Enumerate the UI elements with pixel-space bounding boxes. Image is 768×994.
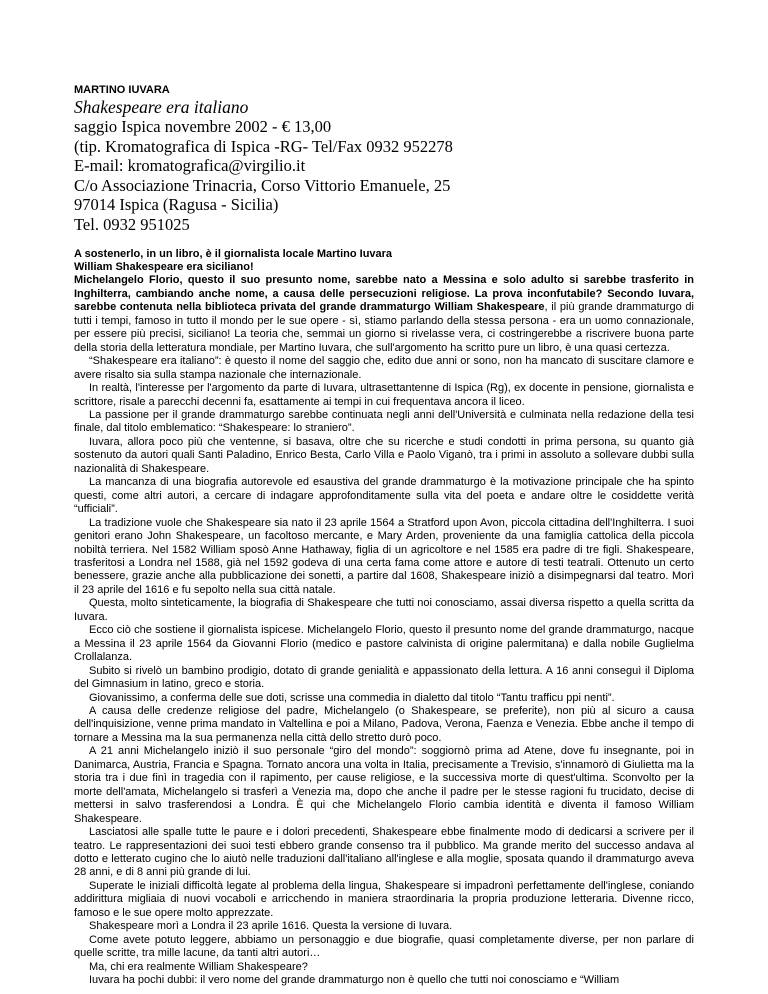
section-gap [74,235,694,248]
bib-line: C/o Associazione Trinacria, Corso Vittorio Emanuele, 25 [74,175,451,195]
paragraph: Lasciatosi alle spalle tutte le paure e i dolori precedenti, Shakespeare ebbe finalmente modo di dedicarsi a scrivere per il teatro. Le rappresentazioni dei suoi testi ebbero grande consenso tra il pubblico. Ma grande merito del successo andava al dotto e letterato cugino che lo aiutò nelle traduzioni dall'italiano all'inglese e alla moglie, sposata quando il drammaturgo aveva 28 anni, e di 8 anni più grande di lui. [74,826,694,879]
article-headline: A sostenerlo, in un libro, è il giornalista locale Martino Iuvara [74,247,393,260]
paragraph: In realtà, l'interesse per l'argomento da parte di Iuvara, ultrasettantenne di Ispica (Rg), ex docente in pensione, giornalista e scrittore, risale a parecchi decenni fa, esattamente ai tempi in cui frequentava ancora il liceo. [74,382,694,408]
paragraph: Ma, chi era realmente William Shakespeare? [89,960,308,973]
paragraph: La mancanza di una biografia autorevole ed esaustiva del grande drammaturgo è la motivazione principale che ha spinto questi, come altri autori, a cercare di indagare approfonditamente sulla vita del poeta e andare oltre le cosiddette verità “ufficiali”. [74,476,694,516]
paragraph: “Shakespeare era italiano”: è questo il nome del saggio che, edito due anni or sono, non ha mancato di suscitare clamore e avere risalto sia sulla stampa nazionale che internazionale. [74,355,694,381]
paragraph: La tradizione vuole che Shakespeare sia nato il 23 aprile 1564 a Stratford upon Avon, piccola cittadina dell'Inghilterra. I suoi genitori erano John Shakespeare, un facoltoso mercante, e Mary Arden, proveniente da una famiglia cattolica della piccola nobiltà terriera. Nel 1582 William sposò Anne Hathaway, figlia di un agricoltore e nel 1585 era padre di tre figli. Shakespeare, trasferitosi a Londra nel 1588, già nel 1592 godeva di una certa fama come attore e autore di testi teatrali. Ottenuto un certo benessere, grazie anche alla pubblicazione dei sonetti, a partire dal 1608, Shakespeare iniziò a disimpegnarsi dal teatro. Morì il 23 aprile del 1616 e fu sepolto nella sua città natale. [74,516,694,596]
document-page [74,84,694,987]
bib-email-line: E-mail: kromatografica@virgilio.it [74,156,306,176]
paragraph: A 21 anni Michelangelo iniziò il suo personale “giro del mondo”: soggiornò prima ad Atene, dove fu insegnante, poi in Danimarca, Austria, Francia e Spagna. Tornato ancora una volta in Italia, precisamente a Trevisio, s'innamorò di Giulietta ma la storia tra i due finì in tragedia con il rapimento, per cause religiose, e la successiva morte di quest'ultima. Sconvolto per la morte dell'amata, Michelangelo si trasferì a Venezia ma, dopo che anche il padre per le stesse ragioni fu trucidato, decise di mettersi in salvo trasferendosi a Londra. È qui che Michelangelo Florio cambia identità e diventa il famoso William Shakespeare. [74,745,694,825]
bib-line: saggio Ispica novembre 2002 - € 13,00 [74,117,332,136]
article-subheadline: William Shakespeare era siciliano! [74,261,254,274]
bib-line: Tel. 0932 951025 [74,214,190,234]
paragraph: Ecco ciò che sostiene il giornalista ispicese. Michelangelo Florio, questo il presunto nome del grande drammaturgo, nacque a Messina il 23 aprile 1564 da Giovanni Florio (medico e pastore calvinista di origine palermitana) e dalla nobile Guglielma Crollalanza. [74,624,694,664]
lead-text: , il più grande drammaturgo di tutti i tempi, famoso in tutto il mondo per le sue opere - sì, stiamo parlando della stessa persona - era un uomo connazionale, per essere più precisi, siciliano! La teoria che, semmai un giorno si rivelasse vera, ci costringerebbe a riscrivere buona parte della storia della letteratura mondiale, per Martino Iuvara, che sull'argomento ha scritto pure un libro, è una quasi certezza. [74,301,694,354]
paragraph: Giovanissimo, a conferma delle sue doti, scrisse una commedia in dialetto dal titolo “Tantu trafficu ppi nenti”. [89,691,615,704]
paragraph: Iuvara ha pochi dubbi: il vero nome del grande drammaturgo non è quello che tutti noi conosciamo e “William [89,974,620,987]
paragraph: Questa, molto sinteticamente, la biografia di Shakespeare che tutti noi conosciamo, assai diversa rispetto a quella scritta da Iuvara. [74,597,694,623]
paragraph: A causa delle credenze religiose del padre, Michelangelo (o Shakespeare, se preferite), non più al sicuro a causa dell'inquisizione, venne prima mandato in Valtellina e poi a Milano, Padova, Verona, Faenza e Venezia. Ebbe anche il tempo di tornare a Messina ma la sua permanenza nella città dello stretto durò poco. [74,704,694,744]
paragraph: La passione per il grande drammaturgo sarebbe continuata negli anni dell'Università e culminata nella redazione della tesi finale, dal titolo emblematico: “Shakespeare: lo straniero”. [74,409,694,435]
paragraph: Shakespeare morì a Londra il 23 aprile 1616. Questa la versione di Iuvara. [89,920,453,933]
article-lead [74,274,694,355]
paragraph: Superate le iniziali difficoltà legate al problema della lingua, Shakespeare si impadronì perfettamente dell'inglese, coniando addirittura migliaia di nuovi vocaboli e arricchendo in maniera straordinaria la propria produzione letteraria. Divenne ricco, famoso e le sue opere molto apprezzate. [74,879,694,919]
lead-bold-text: Michelangelo Florio, questo il suo presunto nome, sarebbe nato a Messina e solo adulto si sarebbe trasferito in Inghilterra, cambiando anche nome, a causa delle persecuzioni religiose. La prova inconfutabile? Secondo Iuvara, sarebbe contenuta nella biblioteca privata del grande drammaturgo William Shakespeare [74,274,694,314]
book-title: Shakespeare era italiano [74,97,249,117]
article-body [74,248,694,988]
bib-line: (tip. Kromatografica di Ispica -RG- Tel/Fax 0932 952278 [74,136,453,156]
paragraph: Come avete potuto leggere, abbiamo un personaggio e due biografie, quasi completamente diverse, per non parlare di quelle scritte, tra mille lacune, da tanti altri autori… [74,933,694,960]
author-name: MARTINO IUVARA [74,84,170,96]
paragraph: Iuvara, allora poco più che ventenne, si basava, oltre che su ricerche e studi condotti in prima persona, su quanto già sostenuto da autori quali Santi Paladino, Enrico Besta, Carlo Villa e Paolo Viganò, tra i primi in assoluto a sollevare dubbi sulla nazionalità di Shakespeare. [74,435,694,475]
bib-line: 97014 Ispica (Ragusa - Sicilia) [74,195,279,215]
bibliographic-info [74,117,694,235]
paragraph: Subito si rivelò un bambino prodigio, dotato di grande genialità e appassionato della lettura. A 16 anni conseguì il Diploma del Gimnasium in latino, greco e storia. [74,664,694,691]
